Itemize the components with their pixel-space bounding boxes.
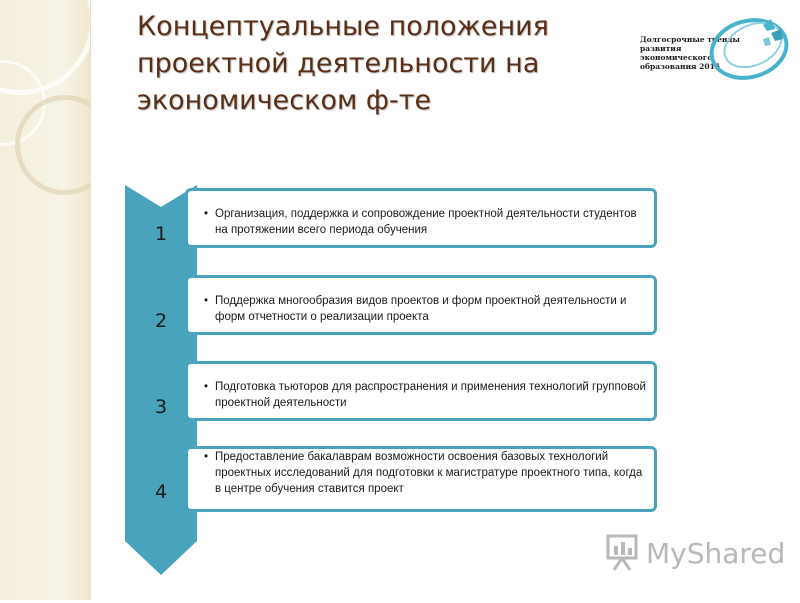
watermark: [606, 534, 785, 572]
step-box: [185, 446, 657, 512]
swirl-logo-icon: [705, 15, 797, 85]
step-number: 1: [154, 223, 168, 245]
step-number: 4: [154, 481, 168, 503]
step-box: [185, 188, 657, 248]
list-item: [125, 443, 665, 533]
step-text: • Подготовка тьюторов для распространения и применения технологий групповой проектной деятельности: [215, 379, 646, 411]
step-box: [185, 275, 657, 335]
slide-title: Концептуальные положения проектной деятельности на экономическом ф-те: [137, 11, 549, 116]
list-item: [125, 358, 665, 448]
list-item: [125, 272, 665, 362]
presentation-board-icon: [606, 534, 640, 572]
watermark-text: MyShared: [646, 536, 786, 570]
logo-text: Долгосрочные тренды развития экономического образования 2015: [640, 35, 740, 71]
step-number: 2: [154, 310, 168, 332]
list-item: [125, 185, 665, 275]
step-box: [185, 361, 657, 421]
step-text: • Организация, поддержка и сопровождение проектной деятельности студентов на протяжении всего периода обучения: [215, 206, 646, 238]
step-text: • Предоставление бакалаврам возможности освоения базовых технологий проектных исследований для подготовки к магистратуре проектного типа, когда в центре обучения ставится проект: [215, 449, 646, 497]
decorative-sidebar: [0, 0, 91, 600]
step-number: 3: [154, 396, 168, 418]
step-text: • Поддержка многообразия видов проектов и форм проектной деятельности и форм отчетности о реализации проекта: [215, 293, 646, 325]
conference-logo: [640, 15, 798, 95]
